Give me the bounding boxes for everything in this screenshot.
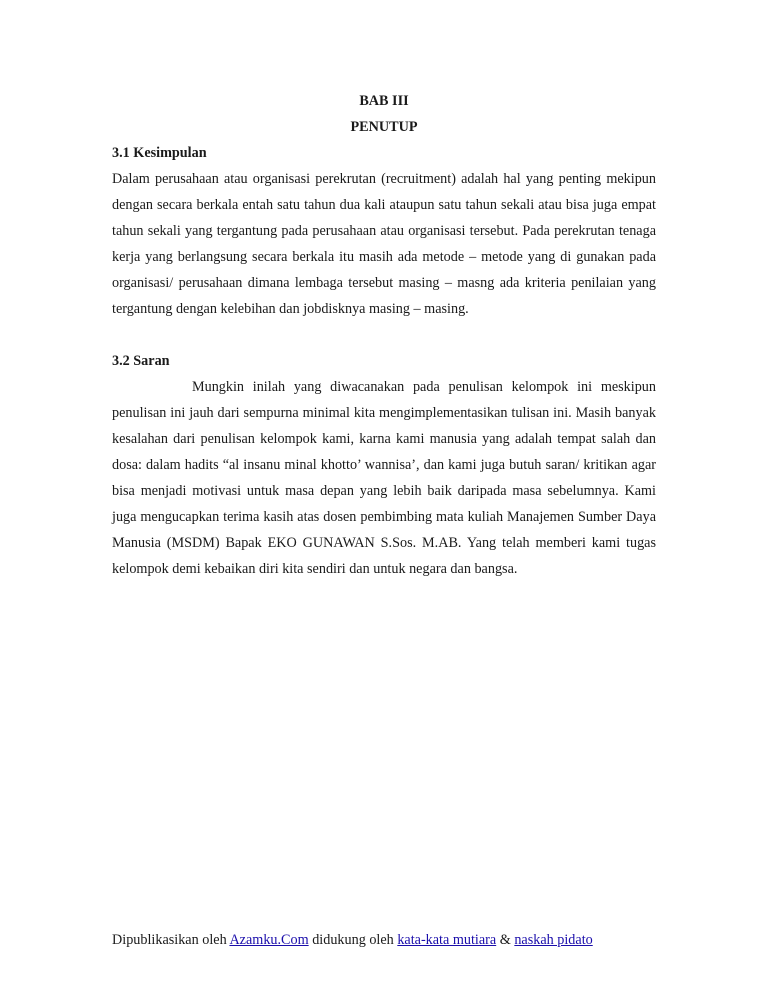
footer-link-kata-kata-mutiara[interactable]: kata-kata mutiara (397, 932, 497, 948)
section-body-saran: Mungkin inilah yang diwacanakan pada penulisan kelompok ini meskipun penulisan ini jauh dari sempurna minimal kita mengimplementasikan tulisan ini. Masih banyak kesalahan dari penulisan kelompok kami, karna kami manusia yang adalah tempat salah dan dosa: dalam hadits “al insanu minal khotto’ wannisa’, dan kami juga butuh saran/ kritikan agar bisa menjadi motivasi untuk masa depan yang lebih baik daripada masa sebelumnya. Kami juga mengucapkan terima kasih atas dosen pembimbing mata kuliah Manajemen Sumber Daya Manusia (MSDM) Bapak EKO GUNAWAN S.Sos. M.AB. Yang telah memberi kami tugas kelompok demi kebaikan diri kita sendiri dan untuk negara dan bangsa. (112, 379, 656, 577)
footer-link-azamku[interactable]: Azamku.Com (229, 932, 309, 948)
footer-link-naskah-pidato[interactable]: naskah pidato (514, 932, 593, 948)
chapter-number: BAB III (359, 93, 409, 109)
document-content (112, 88, 656, 582)
section-body-kesimpulan: Dalam perusahaan atau organisasi perekrutan (recruitment) adalah hal yang penting mekipun dengan secara berkala entah satu tahun dua kali ataupun satu tahun sekali atau bisa juga empat tahun sekali yang tergantung pada perusahaan atau organisasi tersebut. Pada perekrutan tenaga kerja yang berlangsung secara berkala itu masih ada metode – metode yang di gunakan pada organisasi/ perusahaan dimana lembaga tersebut masing – masng ada kriteria penilaian yang tergantung dengan kelebihan dan jobdisknya masing – masing. (112, 171, 656, 317)
chapter-title: PENUTUP (350, 119, 418, 135)
section-heading-kesimpulan: 3.1 Kesimpulan (112, 145, 207, 161)
footer-middle: didukung oleh (308, 932, 398, 948)
footer-ampersand: & (496, 932, 515, 948)
footer-prefix: Dipublikasikan oleh (112, 932, 230, 948)
publisher-footer (112, 928, 593, 952)
section-heading-saran: 3.2 Saran (112, 353, 170, 369)
section-spacer (112, 322, 656, 348)
